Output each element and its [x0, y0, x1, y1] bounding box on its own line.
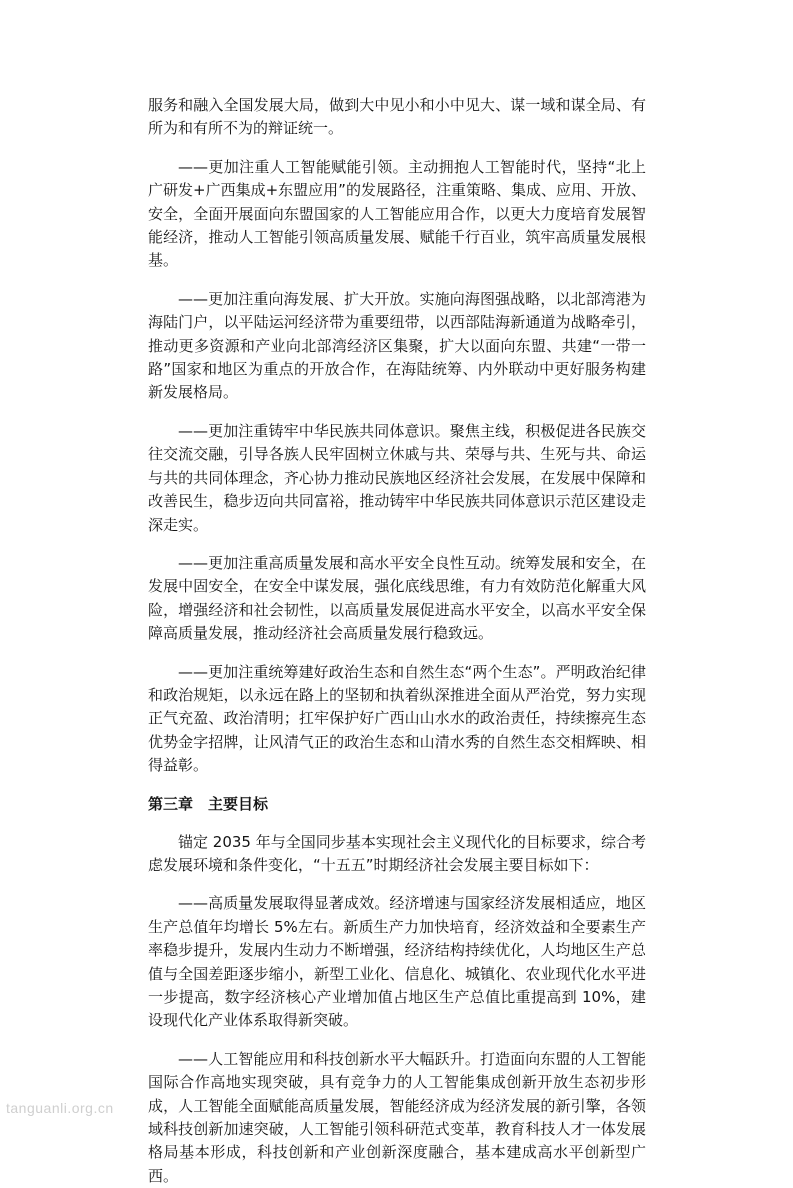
- chapter-heading: 第三章 主要目标: [148, 794, 269, 813]
- paragraph-development-security: ——更加注重高质量发展和高水平安全良性互动。统筹发展和安全，在发展中固安全，在安全中谋发展，强化底线思维，有力有效防范化解重大风险，增强经济和社会韧性，以高质量发展促进高水平安全，以高水平安全保障高质量发展，推动经济社会高质量发展行稳致远。: [148, 553, 646, 643]
- paragraph-continuation: 服务和融入全国发展大局，做到大中见小和小中见大、谋一域和谋全局、有所为和有所不为的辩证统一。: [148, 96, 646, 138]
- document-body: [148, 94, 646, 1188]
- paragraph-ocean-opening: ——更加注重向海发展、扩大开放。实施向海图强战略，以北部湾港为海陆门户，以平陆运河经济带为重要纽带，以西部陆海新通道为战略牵引，推动更多资源和产业向北部湾经济区集聚，扩大以面向东盟、共建“一带一路”国家和地区为重点的开放合作，在海陆统筹、内外联动中更好服务构建新发展格局。: [148, 289, 646, 402]
- paragraph-goals-intro: 锚定 2035 年与全国同步基本实现社会主义现代化的目标要求，综合考虑发展环境和条件变化，“十五五”时期经济社会发展主要目标如下：: [148, 832, 646, 874]
- watermark: tanguanli.org.cn: [6, 1100, 114, 1116]
- paragraph-quality-development: ——高质量发展取得显著成效。经济增速与国家经济发展相适应，地区生产总值年均增长 5%左右。新质生产力加快培育，经济效益和全要素生产率稳步提升，发展内生动力不断增强，经济结构持续优化，人均地区生产总值与全国差距逐步缩小，新型工业化、信息化、城镇化、农业现代化水平进一步提高，数字经济核心产业增加值占地区生产总值比重提高到 10%，建设现代化产业体系取得新突破。: [148, 894, 646, 1030]
- paragraph-ai-innovation: ——人工智能应用和科技创新水平大幅跃升。打造面向东盟的人工智能国际合作高地实现突破，具有竞争力的人工智能集成创新开放生态初步形成，人工智能全面赋能高质量发展，智能经济成为经济发展的新引擎，各领域科技创新加速突破，人工智能引领科研范式变革，教育科技人才一体发展格局基本形成，科技创新和产业创新深度融合，基本建成高水平创新型广西。: [148, 1049, 646, 1185]
- paragraph-national-unity: ——更加注重铸牢中华民族共同体意识。聚焦主线，积极促进各民族交往交流交融，引导各族人民牢固树立休戚与共、荣辱与共、生死与共、命运与共的共同体理念，齐心协力推动民族地区经济社会发展，在发展中保障和改善民生，稳步迈向共同富裕，推动铸牢中华民族共同体意识示范区建设走深走实。: [148, 421, 646, 534]
- paragraph-ai-empowerment: ——更加注重人工智能赋能引领。主动拥抱人工智能时代，坚持“北上广研发+广西集成+东盟应用”的发展路径，注重策略、集成、应用、开放、安全，全面开展面向东盟国家的人工智能应用合作，以更大力度培育发展智能经济，推动人工智能引领高质量发展、赋能千行百业，筑牢高质量发展根基。: [148, 157, 646, 270]
- paragraph-two-ecologies: ——更加注重统筹建好政治生态和自然生态“两个生态”。严明政治纪律和政治规矩，以永远在路上的坚韧和执着纵深推进全面从严治党，努力实现正气充盈、政治清明；扛牢保护好广西山山水水的政治责任，持续擦亮生态优势金字招牌，让风清气正的政治生态和山清水秀的自然生态交相辉映、相得益彰。: [148, 662, 646, 775]
